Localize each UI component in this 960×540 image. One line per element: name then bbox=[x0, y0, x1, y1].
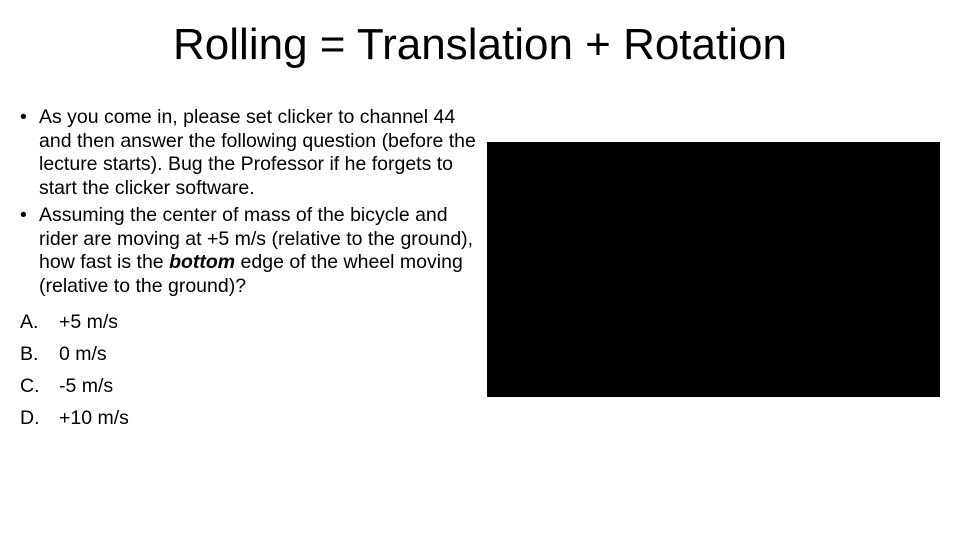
choice-text: +10 m/s bbox=[59, 407, 129, 429]
choice-letter: C. bbox=[20, 375, 40, 397]
choice-text: -5 m/s bbox=[59, 375, 114, 397]
choice-letter: B. bbox=[20, 343, 39, 365]
choice-a bbox=[20, 306, 485, 338]
video-placeholder bbox=[487, 142, 940, 397]
choice-d bbox=[20, 402, 485, 434]
choice-b bbox=[20, 338, 485, 370]
bullet-text: As you come in, please set clicker to channel 44 and then answer the following question (before the lecture starts). Bug the Professor if he forgets to start the clicker software. bbox=[39, 106, 476, 199]
answer-choices bbox=[20, 306, 485, 434]
bullet-question bbox=[20, 204, 485, 298]
question-text-after: edge of the wheel moving (relative to the ground)? bbox=[39, 251, 463, 297]
choice-text: +5 m/s bbox=[59, 311, 119, 333]
question-emphasis: bottom bbox=[169, 251, 236, 273]
choice-text: 0 m/s bbox=[59, 343, 107, 365]
slide-title: Rolling = Translation + Rotation bbox=[173, 20, 787, 69]
bullet-marker: • bbox=[20, 106, 27, 128]
bullet-marker: • bbox=[20, 204, 27, 226]
choice-c bbox=[20, 370, 485, 402]
choice-letter: D. bbox=[20, 407, 40, 429]
bullet-clicker-instructions bbox=[20, 106, 485, 200]
slide-body bbox=[20, 106, 485, 434]
choice-letter: A. bbox=[20, 311, 39, 333]
question-text-before: Assuming the center of mass of the bicycle and rider are moving at +5 m/s (relative to the ground), how fast is the bbox=[39, 204, 474, 273]
